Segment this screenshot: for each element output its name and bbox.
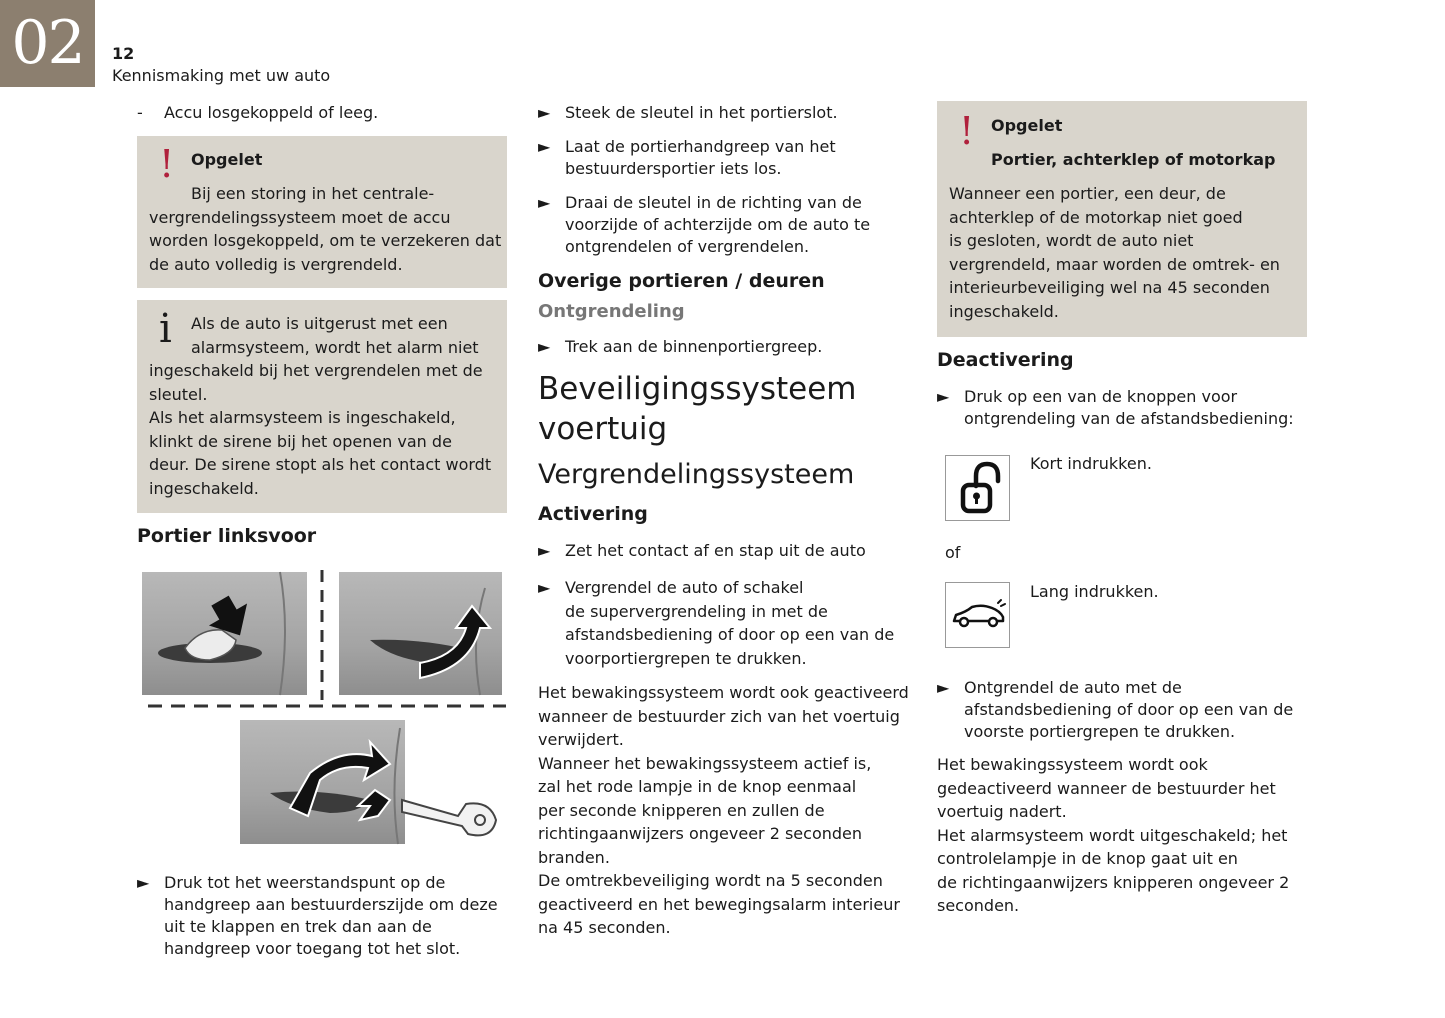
exclamation-icon: ! xyxy=(959,109,975,153)
paragraph-surveillance: Het bewakingssysteem wordt ook geactiveerd wanneer de bestuurder zich van het voertuig verwijdert. Wanneer het bewakingssysteem actief is, zal het rode lampje in de knop eenmaal per seconde knipperen en zullen de richtingaanwijzers ongeveer 2 seconden branden. De omtrekbeveiliging wordt na 5 seconden geactiveerd en het bewegingsalarm interieur na 45 seconden. xyxy=(538,683,909,937)
subtitle-locking-system: Vergrendelingssysteem xyxy=(538,459,855,490)
door-handle-illustration xyxy=(140,568,510,846)
door-photo-key xyxy=(240,720,405,844)
car-icon xyxy=(945,582,1010,648)
heading-deactivation: Deactivering xyxy=(937,349,1074,371)
heading-activation: Activering xyxy=(538,503,648,525)
section-title: Kennismaking met uw auto xyxy=(112,66,331,85)
triangle-right-icon: ► xyxy=(538,541,551,560)
triangle-right-icon: ► xyxy=(937,678,950,697)
page-title: Beveiligingssysteem voertuig xyxy=(538,371,857,447)
triangle-right-icon: ► xyxy=(538,337,551,356)
padlock-open-icon xyxy=(945,455,1010,521)
chapter-tab: 02 xyxy=(0,0,95,87)
warning-title: Opgelet xyxy=(191,150,263,169)
subheading-unlocking: Ontgrendeling xyxy=(538,301,685,322)
short-press-label: Kort indrukken. xyxy=(1030,454,1152,473)
heading-front-left-door: Portier linksvoor xyxy=(137,525,317,547)
info-box-alarm: i Als de auto is uitgerust met een alarmsysteem, wordt het alarm niet ingeschakeld bij het vergrendelen met de sleutel. Als het alarmsysteem is ingeschakeld, klinkt de sirene bij het openen van de deur. De sirene stopt als het contact wordt ingeschakeld. xyxy=(137,300,507,513)
heading-other-doors: Overige portieren / deuren xyxy=(538,270,825,292)
paragraph-deactivation: Het bewakingssysteem wordt ook gedeactiveerd wanneer de bestuurder het voertuig nadert. Het alarmsysteem wordt uitgeschakeld; het controlelampje in de knop gaat uit en de richtingaanwijzers knipperen ongeveer 2 seconden. xyxy=(937,755,1290,915)
warning-box-battery: ! Opgelet Bij een storing in het centrale- vergrendelingssysteem moet de accu worden losgekoppeld, om te verzekeren dat de auto volledig is vergrendeld. xyxy=(137,136,507,288)
exclamation-icon: ! xyxy=(159,142,175,186)
long-press-label: Lang indrukken. xyxy=(1030,582,1159,601)
info-icon: i xyxy=(159,306,172,352)
triangle-right-icon: ► xyxy=(538,578,551,597)
page-number: 12 xyxy=(112,44,135,63)
warning-box-doors: ! Opgelet Portier, achterklep of motorkap Wanneer een portier, een deur, de achterklep of de motorkap niet goed is gesloten, wordt de auto niet vergrendeld, maar worden de omtrek- en interieurbeveiliging wel na 45 seconden ingeschakeld. xyxy=(937,101,1307,337)
triangle-right-icon: ► xyxy=(937,387,950,406)
or-label: of xyxy=(945,543,961,562)
triangle-right-icon: ► xyxy=(538,193,551,212)
triangle-right-icon: ► xyxy=(538,103,551,122)
triangle-right-icon: ► xyxy=(538,137,551,156)
triangle-right-icon: ► xyxy=(137,873,150,892)
